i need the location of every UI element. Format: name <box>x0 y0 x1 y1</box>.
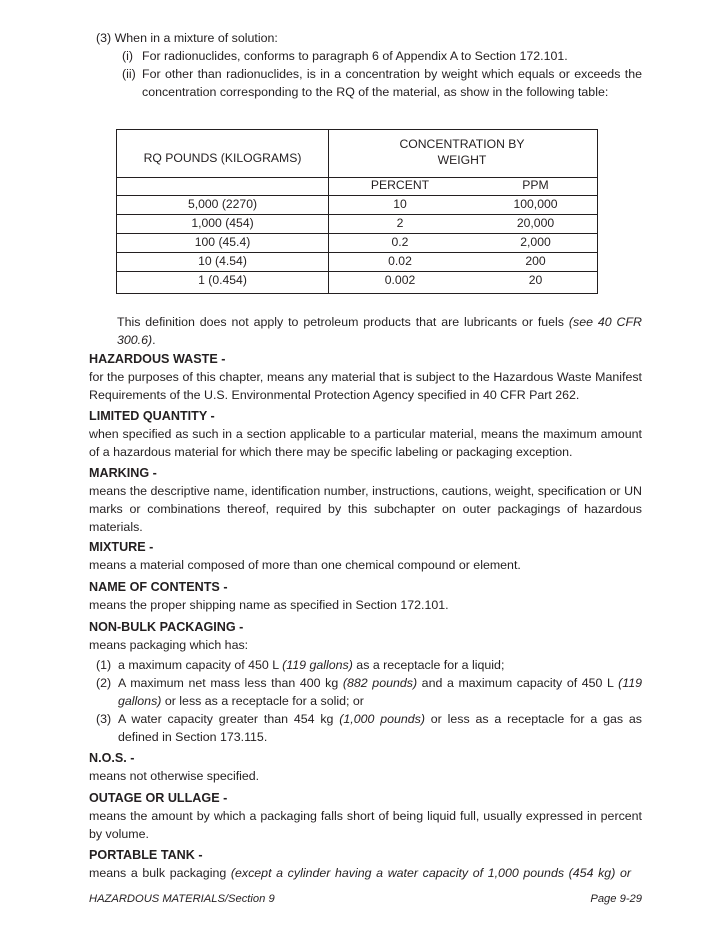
footer-section-title: HAZARDOUS MATERIALS/Section 9 <box>89 893 275 905</box>
definition-text: means the descriptive name, identification number, instructions, cautions, weight, specification or UN marks or combinations thereof, required by this subchapter on outer packagings of hazardous materials. <box>89 484 642 534</box>
rq-cell: 10 (4.54) <box>198 254 247 268</box>
percent-cell: 0.02 <box>388 254 412 268</box>
header-concentration: CONCENTRATION BY WEIGHT <box>399 137 525 167</box>
mixture-sub-i <box>96 47 642 65</box>
term-heading: NON-BULK PACKAGING - <box>89 620 244 634</box>
header-ppm: PPM <box>522 178 549 192</box>
term-heading: HAZARDOUS WASTE - <box>89 352 226 366</box>
mixture-item-3: (3) When in a mixture of solution: <box>96 31 278 45</box>
term-heading: LIMITED QUANTITY - <box>89 409 215 423</box>
term-heading: PORTABLE TANK - <box>89 848 203 862</box>
definition-name-of-contents <box>89 578 642 614</box>
definition-text: means not otherwise specified. <box>89 769 260 783</box>
definition-mixture <box>89 538 642 574</box>
definition-italic: (except a cylinder having a water capacity of 1,000 pounds (454 kg) or <box>230 866 631 880</box>
item-italic: (119 gallons) <box>282 658 353 672</box>
item-text: or less as a receptacle for a solid; or <box>161 694 364 708</box>
note-text: This definition does not apply to petroleum products that are lubricants or fuels <box>117 315 569 329</box>
percent-cell: 0.2 <box>391 235 409 249</box>
ppm-cell: 2,000 <box>520 235 551 249</box>
term-heading: MIXTURE - <box>89 540 154 554</box>
non-bulk-criteria-list <box>89 656 642 746</box>
term-heading: NAME OF CONTENTS - <box>89 580 228 594</box>
ppm-cell: 20,000 <box>516 216 555 230</box>
rq-cell: 1,000 (454) <box>191 216 254 230</box>
definition-nos <box>89 749 642 785</box>
item-text: or less as a receptacle for a gas as defined in Section 173.115. <box>118 712 642 744</box>
sub-i-number: (i) <box>122 49 134 63</box>
definition-limited-quantity <box>89 407 642 461</box>
definition-text: means the amount by which a packaging falls short of being liquid full, usually expressed in percent by volume. <box>89 809 642 841</box>
list-item <box>89 656 642 674</box>
definition-non-bulk-packaging <box>89 618 642 654</box>
definition-portable-tank <box>89 846 642 882</box>
term-heading: MARKING - <box>89 466 157 480</box>
header-percent: PERCENT <box>370 178 430 192</box>
item-text: a maximum capacity of 450 L <box>118 658 283 672</box>
definition-text <box>89 864 642 882</box>
rq-cell: 1 (0.454) <box>198 273 247 287</box>
item-text: and a maximum capacity of 450 L <box>417 676 619 690</box>
mixture-clause <box>96 29 642 101</box>
definition-text: for the purposes of this chapter, means any material that is subject to the Hazardous Waste Manifest Requirements of the U.S. Environmental Protection Agency specified in 40 CFR Part 262. <box>89 370 642 402</box>
percent-cell: 2 <box>396 216 404 230</box>
sub-ii-text: For other than radionuclides, is in a concentration by weight which equals or exceeds the concentration corresponding to the RQ of the material, as show in the following table: <box>142 67 642 99</box>
definition-text-part: means a bulk packaging <box>89 866 231 880</box>
definition-text: means a material composed of more than one chemical compound or element. <box>89 558 521 572</box>
ppm-cell: 200 <box>525 254 546 268</box>
item-italic: (882 pounds) <box>342 676 418 690</box>
header-rq-pounds: RQ POUNDS (KILOGRAMS) <box>143 151 302 165</box>
definition-text: when specified as such in a section applicable to a particular material, means the maximum amount of a hazardous material for which there may be specific labeling or packaging exception. <box>89 427 642 459</box>
definition-hazardous-waste <box>89 350 642 404</box>
item-italic: (1,000 pounds) <box>339 712 425 726</box>
definition-text: means packaging which has: <box>89 638 249 652</box>
item-text: A maximum net mass less than 400 kg <box>118 676 343 690</box>
percent-cell: 10 <box>393 197 407 211</box>
rq-table <box>116 129 598 294</box>
petroleum-note <box>117 313 642 349</box>
item-number: (1) <box>96 658 112 672</box>
term-heading: OUTAGE OR ULLAGE - <box>89 791 228 805</box>
item-text: as a receptacle for a liquid; <box>352 658 505 672</box>
note-citation: (see 40 CFR 300.6) <box>117 315 642 347</box>
note-period: . <box>152 333 156 347</box>
definition-marking <box>89 464 642 536</box>
ppm-cell: 100,000 <box>513 197 558 211</box>
list-item <box>89 710 642 746</box>
rq-cell: 5,000 (2270) <box>187 197 258 211</box>
item-number: (2) <box>96 676 112 690</box>
list-item <box>89 674 642 710</box>
item-italic: (119 gallons) <box>118 676 642 708</box>
mixture-sub-ii <box>96 65 642 101</box>
footer-page-number: Page 9-29 <box>590 893 642 905</box>
definition-text: means the proper shipping name as specified in Section 172.101. <box>89 598 449 612</box>
sub-i-text: For radionuclides, conforms to paragraph 6 of Appendix A to Section 172.101. <box>142 49 568 63</box>
ppm-cell: 20 <box>528 273 543 287</box>
rq-cell: 100 (45.4) <box>194 235 251 249</box>
percent-cell: 0.002 <box>384 273 416 287</box>
item-text: A water capacity greater than 454 kg <box>118 712 340 726</box>
definition-outage <box>89 789 642 843</box>
sub-ii-number: (ii) <box>122 67 136 81</box>
item-number: (3) <box>96 712 112 726</box>
term-heading: N.O.S. - <box>89 751 135 765</box>
